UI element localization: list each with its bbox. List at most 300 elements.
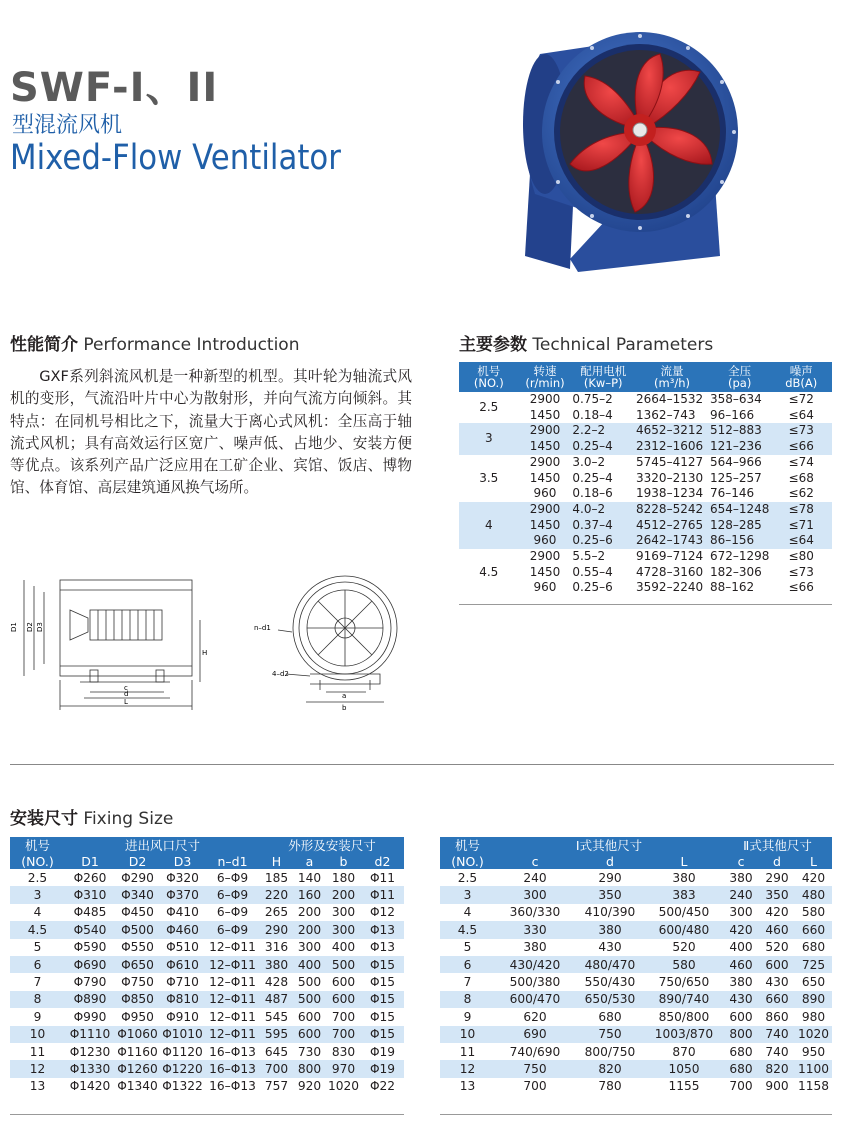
table-row: [440, 886, 832, 903]
cell-noise: ≤66: [788, 580, 814, 595]
cell-value: 6–Φ9: [216, 870, 249, 885]
cell-value: Φ510: [166, 940, 199, 955]
cell-value: Φ710: [166, 975, 199, 990]
cell-value: 680: [729, 1044, 753, 1059]
cell-value: 1020: [795, 1026, 832, 1043]
cell-noise: ≤64: [770, 533, 832, 549]
cell-motor: 0.25–4: [572, 470, 613, 485]
table-row: [10, 939, 404, 956]
cell-noise: ≤80: [788, 549, 814, 564]
table-row: [440, 1060, 832, 1077]
table-row: [10, 869, 404, 886]
cell-noise: ≤73: [788, 564, 814, 579]
fixing-size-table-right: [440, 837, 832, 1095]
cell-value: 1020: [327, 1079, 360, 1094]
cell-value: 200: [293, 921, 326, 938]
cell-value: 140: [297, 870, 322, 885]
cell-no: 11: [459, 1044, 476, 1059]
model-title: SWF-I、II: [10, 65, 219, 111]
cell-value: 680: [598, 1009, 622, 1024]
table-row: [440, 956, 832, 973]
cell-value: 1003/870: [645, 1026, 723, 1043]
cell-value: 380: [729, 870, 753, 885]
table-row: [10, 886, 404, 903]
cell-no: 6: [440, 956, 495, 973]
cell-value: 12–Φ11: [205, 1026, 260, 1043]
cell-value: 220: [260, 886, 293, 903]
cell-noise: ≤64: [788, 407, 814, 422]
table-row: [459, 549, 832, 565]
cell-value: Φ790: [73, 975, 107, 990]
cell-value: Φ290: [121, 870, 154, 885]
header-speed: 转速 (r/min): [519, 362, 572, 392]
cell-value: Φ910: [166, 1009, 199, 1024]
performance-title-en: Performance Introduction: [83, 335, 300, 355]
cell-pressure: 512–883: [709, 423, 770, 439]
table-row: [440, 991, 832, 1008]
cell-value: 1158: [797, 1079, 830, 1094]
cell-noise: ≤62: [788, 486, 814, 501]
cell-value: 680: [801, 940, 826, 955]
cell-value: 730: [297, 1044, 322, 1059]
cell-motor: 0.25–6: [572, 580, 613, 595]
cell-value: 180: [331, 870, 356, 885]
header-d-4: d: [759, 853, 795, 869]
cell-flow: 2642–1743: [635, 533, 709, 549]
cell-value: 16–Φ13: [209, 1044, 256, 1059]
cell-value: 300: [495, 886, 575, 903]
cell-value: 480/470: [575, 956, 645, 973]
cell-value: 860: [765, 1009, 789, 1024]
cell-noise: ≤74: [788, 454, 814, 469]
table-row: [10, 973, 404, 990]
subtitle-english: Mixed-Flow Ventilator: [10, 138, 341, 178]
cell-value: 350: [575, 886, 645, 903]
cell-value: Φ19: [369, 1044, 396, 1059]
cell-no: 4.5: [479, 564, 499, 579]
cell-value: 12–Φ11: [209, 940, 256, 955]
cell-flow: 2664–1532: [636, 392, 704, 406]
cell-value: Φ1340: [117, 1079, 158, 1094]
cell-value: Φ950: [121, 1009, 154, 1024]
fixing-title-cn: 安装尺寸: [10, 809, 78, 829]
cell-value: 970: [326, 1060, 361, 1077]
performance-title-cn: 性能简介: [10, 335, 78, 355]
cell-value: 360/330: [509, 905, 561, 920]
header-flow: 流量 (m³/h): [635, 362, 709, 392]
table-row: [440, 1008, 832, 1025]
cell-pressure: 121–236: [709, 439, 770, 455]
cell-no: 2.5: [479, 399, 499, 414]
cell-value: Φ1060: [115, 1026, 160, 1043]
cell-flow: 4728–3160: [636, 564, 704, 579]
cell-value: 400: [729, 940, 753, 955]
fixing-title: [10, 804, 173, 829]
cell-value: 500/380: [509, 975, 561, 990]
cell-value: Φ15: [361, 991, 404, 1008]
table-row: [440, 904, 832, 921]
header-no-en: (NO.): [440, 853, 495, 869]
cell-noise: ≤68: [788, 470, 814, 485]
table-row: [459, 502, 832, 518]
cell-value: Φ540: [65, 921, 115, 938]
cell-value: Φ13: [361, 921, 404, 938]
cell-value: 595: [260, 1026, 293, 1043]
cell-value: 725: [795, 956, 832, 973]
label-d: d: [124, 690, 129, 698]
cell-value: Φ1010: [160, 1026, 205, 1043]
header-outline-install: 外形及安装尺寸: [260, 837, 404, 853]
cell-no: 2.5: [27, 870, 48, 885]
cell-value: 240: [523, 870, 547, 885]
cell-value: Φ260: [73, 870, 107, 885]
cell-speed: 960: [533, 580, 557, 595]
cell-value: 750/650: [658, 975, 710, 990]
cell-value: 300: [331, 905, 356, 920]
cell-value: 740: [765, 1044, 789, 1059]
cell-value: Φ650: [115, 956, 160, 973]
cell-value: 430: [723, 991, 759, 1008]
cell-value: 460: [759, 921, 795, 938]
header-no: 机号: [440, 837, 495, 853]
cell-value: 6–Φ9: [205, 921, 260, 938]
cell-no: 6: [10, 956, 65, 973]
cell-value: 757: [264, 1079, 289, 1094]
cell-value: 820: [575, 1060, 645, 1077]
side-view-diagram: [10, 570, 220, 720]
cell-value: 890/740: [645, 991, 723, 1008]
cell-speed: 2900: [519, 423, 572, 439]
cell-motor: 3.0–2: [572, 454, 606, 469]
cell-no: 4: [463, 905, 472, 920]
cell-speed: 1450: [519, 518, 572, 534]
header-c-0: c: [495, 853, 575, 869]
cell-speed: 2900: [519, 502, 572, 518]
cell-flow: 4652–3212: [635, 423, 709, 439]
technical-parameters-table: [459, 362, 832, 596]
cell-no: 9: [463, 1009, 472, 1024]
cell-no: 13: [29, 1079, 46, 1094]
cell-value: Φ15: [361, 1026, 404, 1043]
cell-value: 600: [331, 975, 356, 990]
performance-title: [10, 330, 299, 355]
header-nd1-3: n–d1: [205, 853, 260, 869]
cell-value: Φ15: [369, 975, 396, 990]
table-row: [10, 921, 404, 938]
cell-no: 12: [10, 1060, 65, 1077]
header-h-4: H: [260, 853, 293, 869]
cell-value: Φ1322: [162, 1079, 203, 1094]
header-pressure: 全压 (pa): [709, 362, 770, 392]
cell-value: 700: [326, 1026, 361, 1043]
cell-noise: ≤66: [770, 439, 832, 455]
front-view-diagram: [250, 570, 400, 720]
cell-no: 3: [459, 423, 519, 454]
cell-value: 300: [297, 940, 322, 955]
label-d1: D1: [10, 622, 18, 632]
cell-value: 600: [293, 1026, 326, 1043]
table-row: [10, 1008, 404, 1025]
cell-value: 820: [759, 1060, 795, 1077]
cell-value: 920: [297, 1079, 322, 1094]
header-motor: 配用电机 (Kw–P): [571, 362, 635, 392]
cell-value: 430: [765, 975, 789, 990]
cell-value: 600: [326, 991, 361, 1008]
cell-value: 600/480: [645, 921, 723, 938]
cell-value: 200: [297, 905, 322, 920]
table-row: [459, 392, 832, 408]
cell-noise: ≤71: [770, 518, 832, 534]
cell-no: 3: [440, 886, 495, 903]
cell-value: 690: [495, 1026, 575, 1043]
cell-value: 420: [765, 905, 789, 920]
cell-no: 3: [10, 886, 65, 903]
cell-value: 500: [293, 991, 326, 1008]
header-a-5: a: [293, 853, 326, 869]
header-type-2: Ⅱ式其他尺寸: [723, 837, 832, 853]
cell-value: Φ890: [65, 991, 115, 1008]
cell-value: 890: [795, 991, 832, 1008]
cell-speed: 960: [519, 533, 572, 549]
header-no: 机号 (NO.): [459, 362, 519, 392]
cell-no: 4.5: [10, 921, 65, 938]
left-table-rule: [10, 1114, 404, 1115]
cell-speed: 2900: [529, 392, 561, 406]
cell-value: 410/390: [584, 905, 636, 920]
fan-product-image: [500, 24, 750, 274]
label-a: a: [342, 692, 347, 700]
cell-value: 330: [495, 921, 575, 938]
cell-pressure: 88–162: [709, 580, 755, 595]
cell-value: 1155: [668, 1079, 700, 1094]
cell-value: 460: [723, 956, 759, 973]
cell-pressure: 125–257: [709, 470, 762, 485]
cell-value: 200: [326, 886, 361, 903]
cell-no: 8: [10, 991, 65, 1008]
cell-flow: 1938–1234: [636, 486, 704, 501]
cell-value: 316: [264, 940, 289, 955]
cell-value: 380: [729, 975, 753, 990]
header-d3-2: D3: [160, 853, 205, 869]
cell-flow: 4512–2765: [635, 518, 709, 534]
cell-value: 1100: [795, 1060, 832, 1077]
cell-value: 6–Φ9: [205, 886, 260, 903]
cell-flow: 9169–7124: [636, 549, 704, 564]
label-c: c: [124, 684, 128, 692]
cell-value: 545: [264, 1009, 289, 1024]
cell-value: Φ750: [121, 975, 154, 990]
cell-value: Φ1160: [117, 1044, 158, 1059]
cell-motor: 4.0–2: [571, 502, 635, 518]
cell-value: 980: [801, 1009, 826, 1024]
cell-value: 160: [293, 886, 326, 903]
section-divider: [10, 764, 834, 765]
cell-pressure: 86–156: [709, 533, 770, 549]
cell-motor: 0.75–2: [572, 392, 613, 406]
cell-value: 900: [765, 1079, 789, 1094]
cell-value: 520: [765, 940, 789, 955]
cell-value: 740: [759, 1026, 795, 1043]
cell-value: 580: [645, 956, 723, 973]
table-row: [440, 869, 832, 886]
cell-value: Φ15: [361, 956, 404, 973]
label-d2: D2: [26, 622, 34, 632]
cell-value: 700: [729, 1079, 753, 1094]
cell-value: 383: [645, 886, 723, 903]
cell-value: 700: [331, 1009, 356, 1024]
header-c-3: c: [723, 853, 759, 869]
cell-value: 300: [729, 905, 753, 920]
cell-value: 800: [723, 1026, 759, 1043]
cell-motor: 0.18–4: [572, 407, 613, 422]
cell-value: Φ310: [65, 886, 115, 903]
cell-value: 12–Φ11: [209, 975, 256, 990]
cell-value: Φ320: [166, 870, 199, 885]
cell-value: 645: [264, 1044, 289, 1059]
cell-value: 700: [260, 1060, 293, 1077]
cell-value: 290: [260, 921, 293, 938]
table-row: [10, 1078, 404, 1095]
cell-value: 420: [723, 921, 759, 938]
cell-value: 12–Φ11: [205, 956, 260, 973]
cell-flow: 5745–4127: [636, 454, 704, 469]
table-row: [10, 956, 404, 973]
cell-value: Φ550: [121, 940, 154, 955]
cell-value: 740/690: [509, 1044, 561, 1059]
cell-value: 12–Φ11: [205, 991, 260, 1008]
technical-title-cn: 主要参数: [459, 335, 527, 355]
cell-value: Φ22: [369, 1079, 396, 1094]
cell-value: 520: [672, 940, 696, 955]
param-table-rule: [459, 604, 832, 605]
cell-value: Φ15: [369, 1009, 396, 1024]
cell-value: 290: [765, 870, 789, 885]
technical-title: [459, 330, 713, 355]
cell-value: 380: [260, 956, 293, 973]
cell-value: 830: [331, 1044, 356, 1059]
table-row: [10, 1043, 404, 1060]
label-nd1: n–d1: [254, 624, 271, 632]
cell-value: Φ1220: [160, 1060, 205, 1077]
cell-value: 290: [598, 870, 622, 885]
cell-value: 660: [795, 921, 832, 938]
cell-value: 16–Φ13: [209, 1079, 256, 1094]
table-row: [459, 455, 832, 471]
cell-value: Φ1110: [65, 1026, 115, 1043]
cell-value: 500: [297, 975, 322, 990]
cell-flow: 3320–2130: [636, 470, 704, 485]
cell-speed: 2900: [529, 454, 561, 469]
cell-value: Φ990: [73, 1009, 107, 1024]
cell-value: 1050: [645, 1060, 723, 1077]
label-l: L: [124, 698, 128, 706]
cell-value: 580: [801, 905, 826, 920]
cell-flow: 3592–2240: [636, 580, 704, 595]
table-row: [440, 921, 832, 938]
cell-value: 680: [723, 1060, 759, 1077]
fixing-size-table-left: [10, 837, 404, 1095]
cell-value: 950: [801, 1044, 826, 1059]
header-noise: 噪声 dB(A): [770, 362, 832, 392]
cell-no: 10: [10, 1026, 65, 1043]
cell-speed: 1450: [519, 439, 572, 455]
cell-no: 4.5: [440, 921, 495, 938]
header-d2-7: d2: [361, 853, 404, 869]
cell-speed: 1450: [529, 407, 561, 422]
cell-value: 870: [672, 1044, 696, 1059]
cell-value: Φ500: [115, 921, 160, 938]
cell-value: 600: [729, 1009, 753, 1024]
cell-pressure: 182–306: [709, 564, 762, 579]
table-row: [10, 991, 404, 1008]
cell-value: Φ1120: [162, 1044, 203, 1059]
cell-value: 6–Φ9: [216, 905, 249, 920]
cell-value: 480: [795, 886, 832, 903]
cell-value: Φ1420: [69, 1079, 111, 1094]
cell-speed: 960: [533, 486, 557, 501]
cell-pressure: 96–166: [709, 407, 755, 422]
table-row: [459, 423, 832, 439]
table-header-row: [459, 362, 832, 392]
cell-value: 430: [598, 940, 622, 955]
cell-value: 265: [264, 905, 289, 920]
cell-speed: 1450: [529, 470, 561, 485]
table-row: [440, 973, 832, 990]
cell-value: 380: [575, 921, 645, 938]
cell-value: Φ450: [121, 905, 154, 920]
label-h: H: [202, 649, 208, 657]
cell-value: Φ11: [369, 870, 396, 885]
table-row: [440, 939, 832, 956]
cell-value: 12–Φ11: [209, 1009, 256, 1024]
cell-no: 11: [29, 1044, 46, 1059]
cell-value: Φ850: [115, 991, 160, 1008]
cell-no: 2.5: [457, 870, 478, 885]
cell-value: 600/470: [495, 991, 575, 1008]
cell-value: Φ12: [369, 905, 396, 920]
cell-value: Φ1330: [65, 1060, 115, 1077]
cell-value: Φ410: [166, 905, 199, 920]
cell-noise: ≤72: [788, 392, 814, 406]
right-table-rule: [440, 1114, 832, 1115]
cell-value: 550/430: [584, 975, 636, 990]
cell-no: 7: [33, 975, 42, 990]
header-d1-0: D1: [65, 853, 115, 869]
cell-value: 240: [723, 886, 759, 903]
table-row: [10, 1026, 404, 1043]
cell-value: 380: [672, 870, 696, 885]
cell-flow: 8228–5242: [635, 502, 709, 518]
performance-text: GXF系列斜流风机是一种新型的机型。其叶轮为轴流式风机的变形，气流沿叶片中心为散射形，并向气流方向倾斜。其特点：在同机号相比之下，流量大于离心式风机：全压高于轴流式风机；具有高效运行区宽广、噪声低、占地少、安装方便等优点。该系列产品广泛应用在工矿企业、宾馆、饭店、博物馆、体育馆、高层建筑通风换气场所。: [10, 368, 412, 497]
cell-value: 430/420: [495, 956, 575, 973]
header-d-1: d: [575, 853, 645, 869]
cell-value: Φ1260: [115, 1060, 160, 1077]
cell-value: Φ485: [73, 905, 107, 920]
table-row: [440, 1078, 832, 1095]
header-b-6: b: [326, 853, 361, 869]
technical-title-en: Technical Parameters: [532, 335, 714, 355]
cell-motor: 0.18–6: [572, 486, 613, 501]
cell-noise: ≤78: [770, 502, 832, 518]
cell-value: 650: [801, 975, 826, 990]
header-no-en: (NO.): [10, 853, 65, 869]
cell-flow: 1362–743: [636, 407, 696, 422]
cell-value: 500: [326, 956, 361, 973]
cell-value: 600: [297, 1009, 322, 1024]
cell-value: 780: [598, 1079, 622, 1094]
cell-value: Φ690: [65, 956, 115, 973]
cell-value: Φ810: [160, 991, 205, 1008]
